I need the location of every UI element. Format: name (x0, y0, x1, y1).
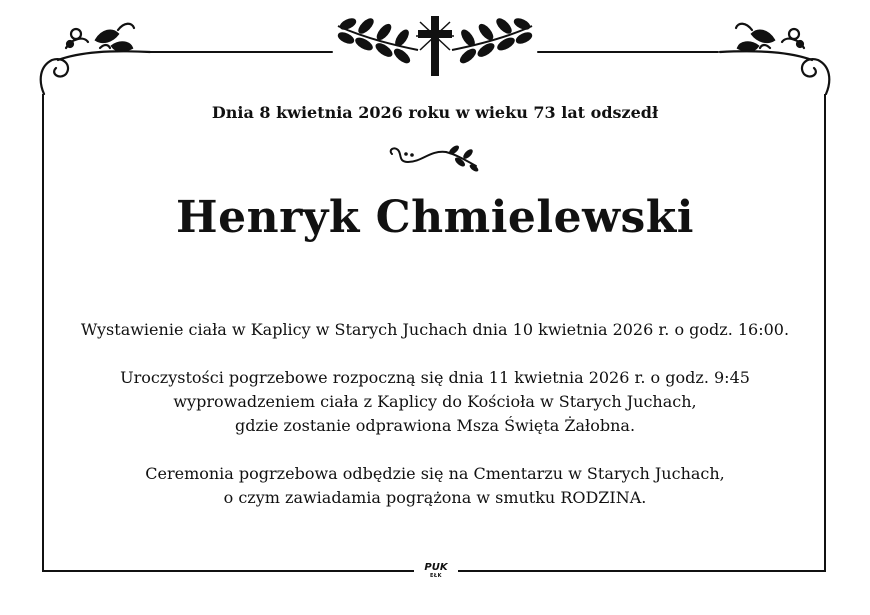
paragraph-ceremony (0, 366, 870, 438)
paragraph-burial (0, 462, 870, 510)
laurel-branch-icon (452, 17, 533, 65)
paragraph-viewing (0, 318, 870, 342)
logo-main-text: PUK (424, 562, 448, 573)
corner-flourish-icon (720, 24, 829, 94)
paragraph-line: wyprowadzeniem ciała z Kaplicy do Kościoła w Starych Juchach, (173, 392, 697, 411)
deceased-name: Henryk Chmielewski (176, 192, 694, 243)
funeral-home-logo (416, 562, 456, 582)
leaf-divider-icon (384, 142, 486, 172)
notice-body (0, 318, 870, 534)
announcement-intro: Dnia 8 kwietnia 2026 roku w wieku 73 lat odszedł (211, 103, 659, 122)
paragraph-line: Uroczystości pogrzebowe rozpoczną się dnia 11 kwietnia 2026 r. o godz. 9:45 (120, 368, 750, 387)
corner-flourish-icon (41, 24, 150, 94)
paragraph-line: o czym zawiadamia pogrążona w smutku RODZINA. (223, 488, 647, 507)
paragraph-line: gdzie zostanie odprawiona Msza Święta Żałobna. (234, 416, 636, 435)
paragraph-line: Wystawienie ciała w Kaplicy w Starych Juchach dnia 10 kwietnia 2026 r. o godz. 16:00. (80, 320, 790, 339)
paragraph-line: Ceremonia pogrzebowa odbędzie się na Cmentarzu w Starych Juchach, (145, 464, 725, 483)
laurel-branch-icon (337, 17, 418, 65)
cross-icon (416, 16, 454, 76)
frame-bottom-border-right (458, 570, 826, 572)
top-ornament (0, 0, 870, 95)
logo-sub-text: EŁK (429, 573, 442, 579)
frame-bottom-border-left (42, 570, 414, 572)
